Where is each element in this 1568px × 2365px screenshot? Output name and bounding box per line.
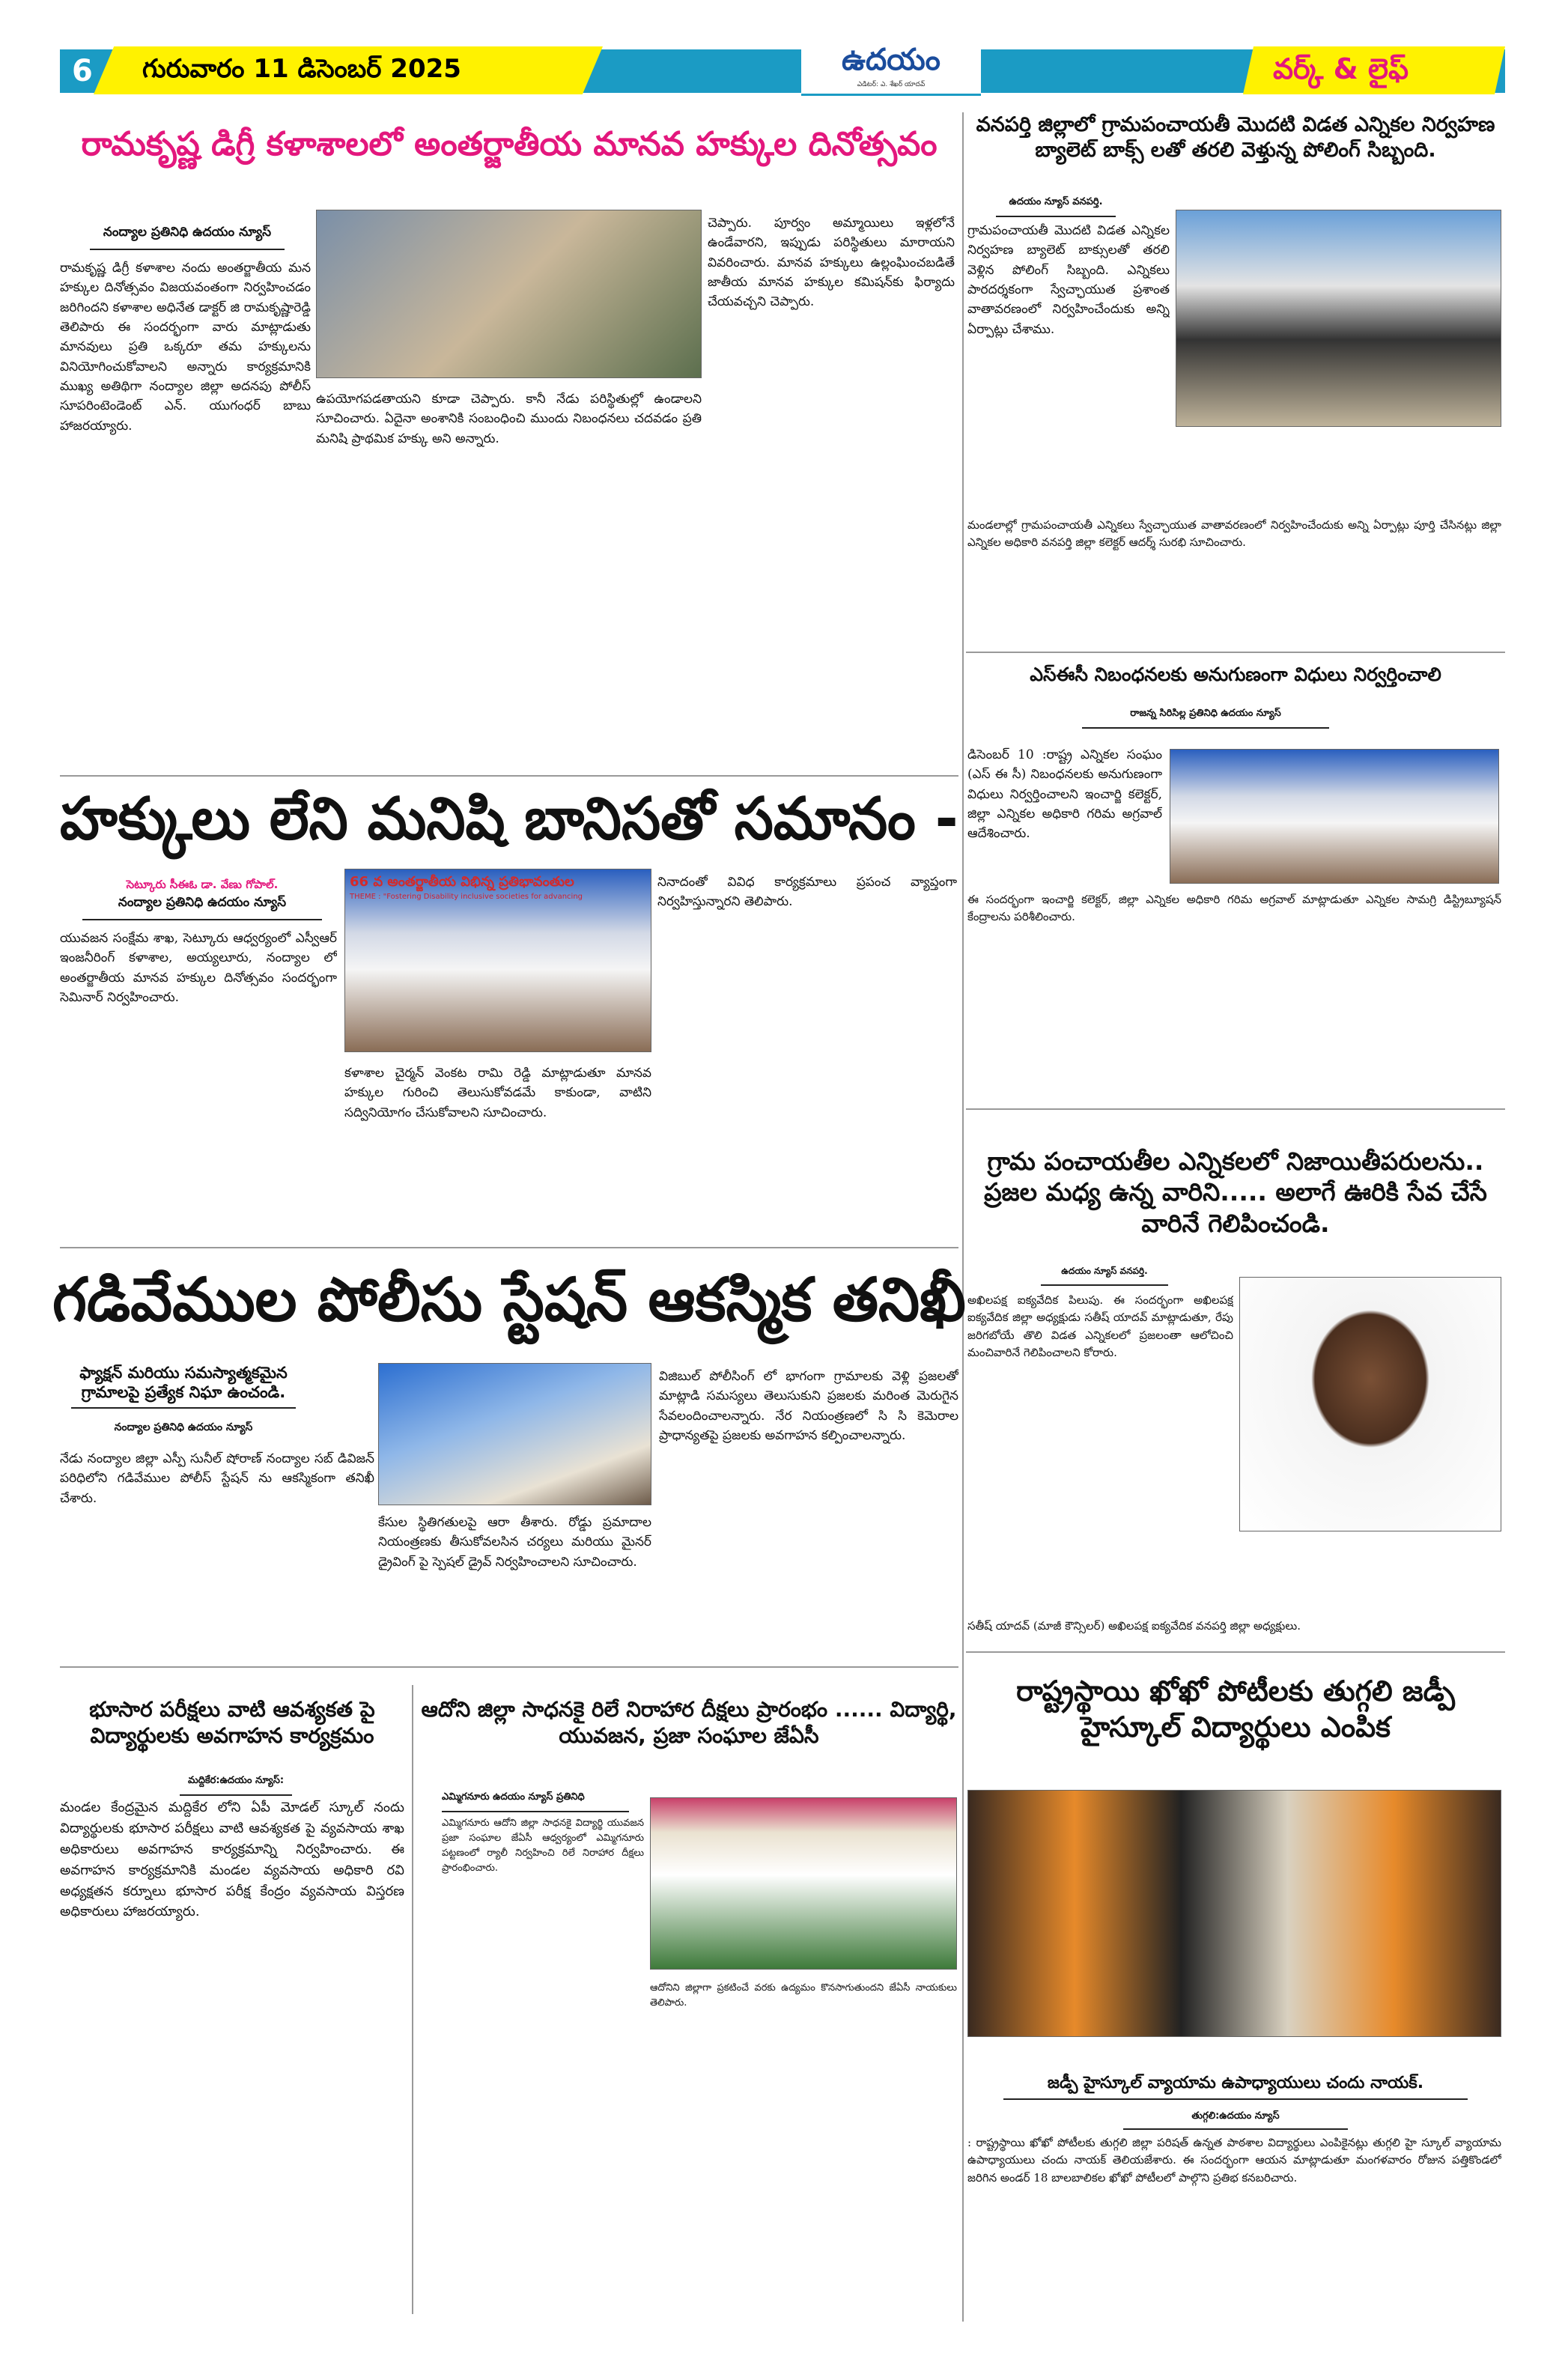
divider bbox=[412, 1685, 413, 2314]
divider bbox=[966, 1108, 1505, 1110]
headline: రామకృష్ణ డిగ్రీ కళాశాలలో అంతర్జాతీయ మానవ హక్కుల దినోత్సవం bbox=[81, 125, 938, 163]
article-body: రామకృష్ణ డిగ్రీ కళాశాల నందు అంతర్జాతీయ మన హక్కుల దినోత్సవం విజయవంతంగా నిర్వహించడం జరిగిందని కళాశాల అధినేత డాక్టర్ జి రామకృష్ణారెడ్డి తెలిపారు ఈ సందర్భంగా వారు మాట్లాడుతు మానవులు ప్రతి ఒక్కరూ తమ హక్కులను వినియోగించుకోవాలని అన్నారు కార్యక్రమానికి ముఖ్య అతిథిగా నంద్యాల జిల్లా అదనపు పోలీస్ సూపరింటెండెంట్ ఎన్. యుగంధర్ బాబు హాజరయ్యారు. bbox=[60, 261, 311, 434]
logo-subtitle: ఎడిటర్: ఎ. శేఖర్ యాదవ్ bbox=[857, 81, 926, 88]
seminar-photo bbox=[344, 869, 651, 1052]
headline-container bbox=[60, 786, 958, 861]
headline: గడివేముల పోలీసు స్టేషన్ ఆకస్మిక తనిఖీ bbox=[52, 1265, 966, 1335]
article-body: డిసెంబర్ 10 :రాష్ట్ర ఎన్నికల సంఘం (ఎస్ ఈ సీ) నిబంధనలకు అనుగుణంగా విధులు నిర్వర్తించాలని ఇంచార్జి కలెక్టర్, జిల్లా ఎన్నికల అధికారి గరిమ అగ్రవాల్ ఆదేశించారు. bbox=[967, 747, 1162, 842]
article-body: కళాశాల చైర్మన్ వెంకట రామి రెడ్డి మాట్లాడుతూ మానవ హక్కుల గురించి తెలుసుకోవడమే కాకుండా, వాటిని సద్వినియోగం చేసుకోవాలని సూచించారు. bbox=[344, 1066, 651, 1120]
byline: ఉదయం న్యూస్ వనపర్తి. bbox=[1041, 1266, 1168, 1286]
divider bbox=[60, 775, 958, 777]
article-body: : రాష్ట్రస్థాయి ఖోఖో పోటీలకు తుగ్గలి జిల్లా పరిషత్ ఉన్నత పాఠశాల విద్యార్థులు ఎంపికైనట్లు తుగ్గలి హై స్కూల్ వ్యాయామ ఉపాధ్యాయులు చందు నాయక్ తెలియజేశారు. ఈ సందర్భంగా ఆయన మాట్లాడుతూ మంగళవారం రోజున పత్తికొండలో జరిగిన అండర్ 18 బాలబాలికల ఖోఖో పోటీలలో పాల్గొని ప్రతిభ కనబరిచారు. bbox=[967, 2136, 1501, 2185]
headline: హక్కులు లేని మనిషి బానిసతో సమానం - bbox=[60, 786, 958, 853]
article-body: ఈ సందర్భంగా ఇంచార్జి కలెక్టర్, జిల్లా ఎన్నికల అధికారి గరిమ అగ్రవాల్ మాట్లాడుతూ ఎన్నికల సామగ్రి డిస్ట్రిబ్యూషన్ కేంద్రాలను పరిశీలించారు. bbox=[967, 893, 1501, 924]
byline: నంద్యాల ప్రతినిధి ఉదయం న్యూస్ bbox=[82, 895, 322, 920]
headline-container bbox=[52, 1266, 966, 1344]
police-station-photo bbox=[378, 1363, 651, 1505]
banner-text: 66 వ అంతర్జాతీయ విభిన్న ప్రతిభావంతుల bbox=[350, 874, 574, 890]
divider bbox=[966, 652, 1505, 653]
article-body: విజిబుల్ పోలీసింగ్ లో భాగంగా గ్రామాలకు వెళ్లి ప్రజలతో మాట్లాడి సమస్యలు తెలుసుకుని ప్రజలకు మరింత మెరుగైన సేవలందించాలన్నారు. నేర నియంత్రణలో సి సి కెమెరాల ప్రాధాన్యతపై ప్రజలకు అవగాహన కల్పించాలన్నారు. bbox=[659, 1369, 958, 1444]
byline: నంద్యాల ప్రతినిధి ఉదయం న్యూస్ bbox=[114, 1421, 253, 1433]
byline: మద్దికేర:ఉదయం న్యూస్: bbox=[180, 1775, 292, 1796]
headline: ఎస్ఈసీ నిబంధనలకు అనుగుణంగా విధులు నిర్వర్తించాలి bbox=[1030, 664, 1441, 685]
article-body: మండలాల్లో గ్రామపంచాయతీ ఎన్నికలు స్వేచ్ఛాయుత వాతావరణంలో నిర్వహించేందుకు అన్ని ఏర్పాట్లు పూర్తి చేసినట్లు జిల్లా ఎన్నికల అధికారి వనపర్తి జిల్లా కలెక్టర్ ఆదర్శ్ సురభి సూచించారు. bbox=[967, 518, 1501, 550]
satish-yadav-portrait bbox=[1239, 1277, 1501, 1531]
polling-staff-photo bbox=[1176, 210, 1501, 427]
article-body: నేడు నంద్యాల జిల్లా ఎస్పీ సునీల్ షోరాణ్ నంద్యాల సబ్ డివిజన్ పరిధిలోని గడివేముల పోలీస్ స్టేషన్ ను ఆకస్మికంగా తనిఖీ చేశారు. bbox=[60, 1451, 374, 1506]
divider bbox=[60, 1666, 958, 1668]
column-divider bbox=[962, 112, 964, 2322]
article-body: ఆదోనిని జిల్లాగా ప్రకటించే వరకు ఉద్యమం కొనసాగుతుందని జేఏసీ నాయకులు తెలిపారు. bbox=[650, 1982, 957, 2009]
section-title: వర్క్ & లైఫ్ bbox=[1273, 52, 1409, 85]
headline: రాష్ట్రస్థాయి ఖోఖో పోటీలకు తుగ్గలి జడ్పీ హైస్కూల్ విద్యార్థులు ఎంపిక bbox=[1016, 1675, 1455, 1743]
logo-text: ఉదయం bbox=[842, 43, 941, 77]
article-body: సతీష్ యాదవ్ (మాజీ కౌన్సిలర్) అఖిలపక్ష ఐక్యవేదిక వనపర్తి జిల్లా అధ్యక్షులు. bbox=[967, 1619, 1301, 1633]
article-body: మండల కేంద్రమైన మద్దికేర లోని ఏపీ మోడల్ స్కూల్ నందు విద్యార్థులకు భూసార పరీక్షలు వాటి ఆవశ్యకత పై వ్యవసాయ శాఖ అధికారులు అవగాహన కార్యక్రమాన్ని నిర్వహించారు. ఈ అవగాహన కార్యక్రమానికి మండల వ్యవసాయ అధికారి రవి అధ్యక్షతన కర్నూలు భూసార పరీక్ష కేంద్రం వ్యవసాయ విస్తరణ అధికారులు హాజరయ్యారు. bbox=[60, 1800, 404, 1920]
article-body: ఎమ్మిగనూరు ఆదోని జిల్లా సాధనకై విద్యార్థి యువజన ప్రజా సంఘాల జేఏసీ ఆధ్వర్యంలో ఎమ్మిగనూరు పట్టణంలో ర్యాలీ నిర్వహించి రిలే నిరాహార దీక్షలు ప్రారంభించారు. bbox=[442, 1818, 644, 1874]
divider bbox=[966, 1651, 1505, 1653]
hunger-strike-photo bbox=[650, 1797, 957, 1970]
subhead: సెట్కూరు సీఈఓ డా. వేణు గోపాల్. bbox=[126, 878, 279, 891]
article-body: నినాదంతో వివిధ కార్యక్రమాలు ప్రపంచ వ్యాప్తంగా నిర్వహిస్తున్నారని తెలిపారు. bbox=[657, 875, 957, 910]
election-officials-photo bbox=[1170, 749, 1499, 884]
page-number: 6 bbox=[72, 54, 93, 88]
award-ceremony-photo bbox=[316, 210, 702, 378]
article-body: యువజన సంక్షేమ శాఖ, సెట్కూరు ఆధ్వర్యంలో ఎస్వీఆర్ ఇంజనీరింగ్ కళాశాల, అయ్యలూరు, నంద్యాల లో అంతర్జాతీయ మానవ హక్కుల దినోత్సవం సందర్భంగా సెమినార్ నిర్వహించారు. bbox=[60, 931, 337, 1006]
article-body: గ్రామపంచాయతీ మొదటి విడత ఎన్నికల నిర్వహణ బ్యాలెట్ బాక్సులతో తరలి వెళ్లిన పోలింగ్ సిబ్బంది. ఎన్నికలు పారదర్శకంగా స్వేచ్ఛాయుత ప్రశాంత వాతావరణంలో నిర్వహించేందుకు అన్ని ఏర్పాట్లు చేశాము. bbox=[967, 223, 1170, 337]
kho-kho-students-photo bbox=[967, 1790, 1501, 2037]
byline: రాజన్న సిరిసిల్ల ప్రతినిధి ఉదయం న్యూస్ bbox=[1082, 708, 1329, 729]
byline: నంద్యాల ప్రతినిధి ఉదయం న్యూస్ bbox=[90, 225, 285, 250]
headline: గ్రామ పంచాయతీల ఎన్నికలలో నిజాయితీపరులను.. ప్రజల మధ్య ఉన్న వారిని..... అలాగే ఊరికి సేవ చేసే వారినే గెలిపించండి. bbox=[984, 1147, 1487, 1238]
banner-theme: THEME : "Fostering Disability inclusive societies for advancing bbox=[350, 893, 583, 901]
divider bbox=[60, 1247, 958, 1248]
subhead: జడ్పీ హైస్కూల్ వ్యాయామ ఉపాధ్యాయులు చందు నాయక్. bbox=[1003, 2073, 1468, 2100]
headline: భూసార పరీక్షలు వాటి ఆవశ్యకత పై విద్యార్థులకు అవగాహన కార్యక్రమం bbox=[89, 1697, 375, 1748]
article-body: కేసుల స్థితిగతులపై ఆరా తీశారు. రోడ్డు ప్రమాదాల నియంత్రణకు తీసుకోవలసిన చర్యలు మరియు మైనర్ డ్రైవింగ్ పై స్పెషల్ డ్రైవ్ నిర్వహించాలని సూచించారు. bbox=[378, 1515, 651, 1570]
article-body: ఉపయోగపడతాయని కూడా చెప్పారు. కానీ నేడు పరిస్థితుల్లో ఉండాలని సూచించారు. ఏదైనా అంశానికి సంబంధించి ముందు నిబంధనలు చదవడం ప్రతి మనిషి ప్రాథమిక హక్కు అని అన్నారు. bbox=[316, 392, 702, 446]
subhead: ఫ్యాక్షన్ మరియు సమస్యాత్మకమైన గ్రామాలపై ప్రత్యేక నిఘా ఉంచండి. bbox=[71, 1363, 296, 1409]
article-body: అఖిలపక్ష ఐక్యవేదిక పిలుపు. ఈ సందర్భంగా అఖిలపక్ష ఐక్యవేదిక జిల్లా అధ్యక్షుడు సతీష్ యాదవ్ మాట్లాడుతూ, రేపు జరిగబోయే తొలి విడత ఎన్నికలలో ప్రజలంతా ఆలోచించి మంచివారినే గెలిపించాలని కోరారు. bbox=[967, 1293, 1233, 1359]
byline: తుగ్గలి:ఉదయం న్యూస్ bbox=[1123, 2110, 1348, 2130]
newspaper-logo bbox=[801, 39, 981, 96]
headline: ఆదోని జిల్లా సాధనకై రిలే నిరాహార దీక్షలు ప్రారంభం ...... విద్యార్థి, యువజన, ప్రజా సంఘాల జేఏసీ bbox=[421, 1697, 957, 1748]
headline: వనపర్తి జిల్లాలో గ్రామపంచాయతీ మొదటి విడత ఎన్నికల నిర్వహణ బ్యాలెట్ బాక్స్ లతో తరలి వెళ్తున్న పోలింగ్ సిబ్బంది. bbox=[976, 113, 1495, 162]
article-body: చెప్పారు. పూర్వం అమ్మాయిలు ఇళ్లలోనే ఉండేవారని, ఇప్పుడు పరిస్థితులు మారాయని వివరించారు. మానవ హక్కులు ఉల్లంఘించబడితే జాతీయ మానవ హక్కుల కమిషన్‌కు ఫిర్యాదు చేయవచ్చని చెప్పారు. bbox=[708, 216, 955, 310]
byline: ఎమ్మిగనూరు ఉదయం న్యూస్ ప్రతినిధి bbox=[442, 1791, 629, 1812]
byline: ఉదయం న్యూస్ వనపర్తి. bbox=[996, 196, 1116, 217]
issue-date: గురువారం 11 డిసెంబర్ 2025 bbox=[142, 54, 461, 84]
